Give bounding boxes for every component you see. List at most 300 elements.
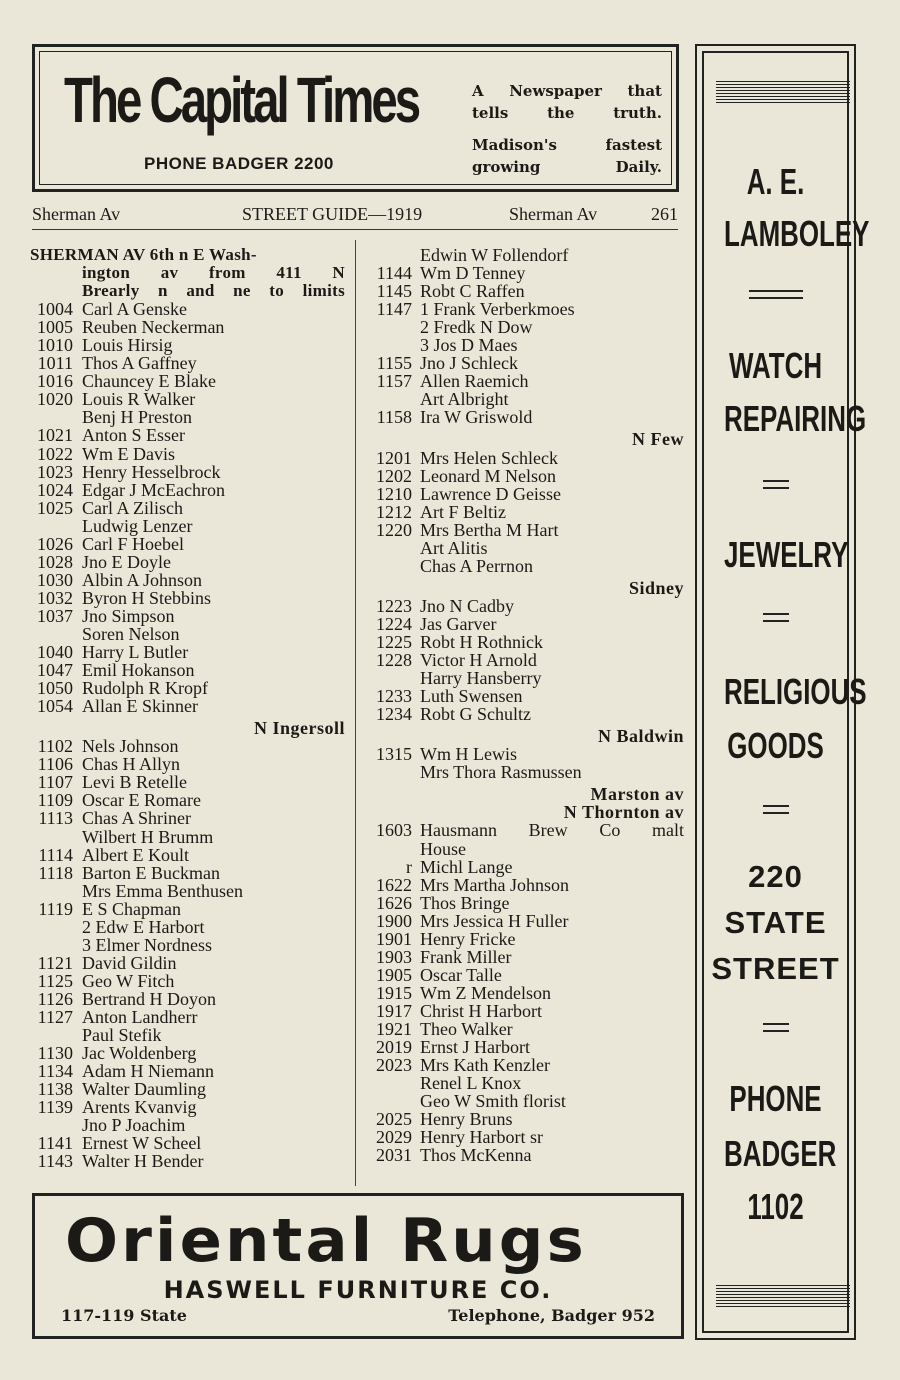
ad-service-goods: GOODS (727, 725, 824, 766)
house-number: 1106 (37, 754, 73, 775)
directory-entry (368, 521, 684, 539)
resident-name: Louis Hirsig (82, 335, 173, 356)
resident-name: Allan E Skinner (82, 696, 198, 717)
resident-name: Wm E Davis (82, 443, 175, 464)
running-head (32, 204, 678, 230)
house-number: 1147 (376, 299, 412, 320)
resident-name: Thos Bringe (420, 892, 510, 913)
directory-entry (30, 300, 345, 318)
directory-entry (30, 1026, 345, 1044)
resident-name: Henry Bruns (420, 1109, 513, 1130)
house-number: 1917 (376, 1000, 412, 1021)
capital-times-slogan (472, 80, 662, 178)
house-number: 1144 (376, 263, 412, 284)
resident-name: Edwin W Follendorf (420, 245, 569, 265)
house-number: 1157 (376, 371, 412, 392)
resident-name: Theo Walker (420, 1018, 513, 1039)
running-head-right: Sherman Av (509, 204, 598, 224)
directory-entry (30, 755, 345, 773)
directory-entry (30, 809, 345, 827)
directory-entry (368, 930, 684, 948)
directory-entry (30, 864, 345, 882)
resident-name: Ernest W Scheel (82, 1133, 202, 1154)
directory-entry (368, 597, 684, 615)
directory-entry (368, 1146, 684, 1164)
house-number: 1107 (37, 772, 73, 793)
directory-entry (368, 485, 684, 503)
directory-entry (30, 697, 345, 715)
directory-entry (368, 821, 684, 839)
street-header-line: Brearly n and ne to limits (82, 281, 345, 301)
resident-name: Byron H Stebbins (82, 587, 212, 608)
house-number: 1155 (376, 353, 412, 374)
house-number: 1030 (37, 569, 73, 590)
resident-name: Art F Beltiz (420, 501, 506, 522)
directory-entry (30, 918, 345, 936)
divider (763, 805, 789, 814)
resident-name: Chas A Shriner (82, 808, 192, 829)
resident-name: 2 Edw E Harbort (82, 916, 205, 937)
house-number: 1202 (376, 465, 412, 486)
directory-entry (30, 1062, 345, 1080)
directory-entry (368, 282, 684, 300)
oriental-rugs-title: Oriental Rugs (65, 1206, 587, 1276)
directory-entry (30, 679, 345, 697)
resident-name: Emil Hokanson (82, 660, 195, 681)
house-number: 1626 (376, 892, 412, 913)
resident-name: Paul Stefik (82, 1025, 162, 1046)
cross-street-heading: N Thornton av (563, 802, 684, 823)
directory-entry (30, 372, 345, 390)
resident-name: Jac Woldenberg (82, 1043, 197, 1064)
slogan-line: A Newspaper that (472, 82, 662, 100)
resident-name: Bertrand H Doyon (82, 988, 216, 1009)
directory-entry (30, 1008, 345, 1026)
resident-name: Jno P Joachim (82, 1115, 186, 1136)
cross-street-heading: N Ingersoll (254, 718, 345, 739)
house-number: 1119 (38, 898, 73, 919)
directory-entry (368, 763, 684, 781)
house-number: 1921 (376, 1018, 412, 1039)
ad-address-street: STREET (711, 951, 840, 986)
directory-entry (368, 912, 684, 930)
directory-entry (30, 481, 345, 499)
house-number: 1118 (38, 862, 73, 883)
house-number: 2029 (376, 1127, 412, 1148)
lamboley-ad (695, 44, 870, 1340)
ad-phone-label: PHONE (729, 1078, 822, 1119)
resident-name: Levi B Retelle (82, 772, 187, 793)
resident-name: E S Chapman (82, 898, 181, 919)
house-number: 1603 (376, 820, 412, 841)
directory-entry (30, 1152, 345, 1170)
house-number: 1903 (376, 946, 412, 967)
resident-name: Carl F Hoebel (82, 533, 184, 554)
resident-name: Mrs Helen Schleck (420, 447, 558, 468)
resident-name: Anton S Esser (82, 425, 185, 446)
directory-entry (30, 571, 345, 589)
resident-name: Robt H Rothnick (420, 631, 544, 652)
directory-entry (368, 745, 684, 763)
resident-name: Walter H Bender (82, 1151, 204, 1172)
directory-entry (368, 449, 684, 467)
directory-entry (368, 984, 684, 1002)
ad-service-watch: WATCH (728, 345, 823, 386)
directory-entry (368, 894, 684, 912)
street-header-line: ington av from 411 N (82, 263, 345, 283)
ad-service-repairing: REPAIRING (724, 398, 867, 439)
house-number: 2019 (376, 1037, 412, 1058)
house-number: 1622 (376, 874, 412, 895)
resident-name: Wm Z Mendelson (420, 982, 551, 1003)
directory-entry (368, 354, 684, 372)
capital-times-ad (32, 44, 679, 192)
resident-name: Wm D Tenney (420, 263, 526, 284)
directory-entry (368, 372, 684, 390)
resident-name: Victor H Arnold (420, 650, 537, 671)
house-number: 1225 (376, 631, 412, 652)
cross-street-heading: Sidney (628, 577, 684, 598)
directory-entry (368, 669, 684, 687)
directory-entry (368, 246, 684, 264)
haswell-ad (32, 1193, 684, 1339)
resident-name: Louis R Walker (82, 389, 196, 410)
haswell-address: 117-119 State (61, 1306, 187, 1325)
directory-entry (30, 589, 345, 607)
resident-name: Frank Miller (420, 946, 512, 967)
directory-entry (30, 972, 345, 990)
directory-entry (368, 966, 684, 984)
house-number: 1037 (37, 605, 73, 626)
resident-name: Hausmann Brew Co malt (420, 820, 684, 841)
house-number: 1234 (376, 704, 412, 725)
directory-entry (368, 1038, 684, 1056)
resident-name: Arents Kvanvig (82, 1097, 197, 1118)
resident-name: Chas A Perrnon (420, 555, 534, 576)
divider (763, 1023, 789, 1032)
house-number: 1004 (37, 299, 73, 320)
house-number: 1121 (37, 952, 73, 973)
house-number: 1125 (37, 970, 73, 991)
house-number: 1901 (376, 928, 412, 949)
house-number: 1158 (376, 407, 412, 428)
resident-name: Benj H Preston (82, 407, 192, 428)
directory-entry (368, 336, 684, 354)
directory-entry (30, 737, 345, 755)
directory-entry (368, 1110, 684, 1128)
house-number: 1212 (376, 501, 412, 522)
house-number: 1032 (37, 587, 73, 608)
house-number: 1905 (376, 964, 412, 985)
directory-entry (30, 426, 345, 444)
resident-name: Albin A Johnson (82, 569, 203, 590)
street-header-line: SHERMAN AV 6th n E Wash- (30, 245, 257, 264)
house-number: 1028 (37, 551, 73, 572)
directory-entry (30, 463, 345, 481)
house-number: 1040 (37, 642, 73, 663)
resident-name: Mrs Jessica H Fuller (420, 910, 569, 931)
house-number: 1016 (37, 371, 73, 392)
resident-name: Reuben Neckerman (82, 317, 225, 338)
directory-entry (30, 846, 345, 864)
house-number: 1114 (38, 844, 73, 865)
divider (749, 290, 803, 299)
resident-name: Luth Swensen (420, 686, 523, 707)
house-number: 1102 (37, 736, 73, 757)
directory-entry (368, 318, 684, 336)
directory-entry (30, 900, 345, 918)
house-number: 1024 (37, 479, 73, 500)
haswell-telephone: Telephone, Badger 952 (448, 1306, 655, 1325)
resident-name: Rudolph R Kropf (82, 678, 208, 699)
directory-entry (368, 390, 684, 408)
house-number: 1050 (37, 678, 73, 699)
resident-name: Barton E Buckman (82, 862, 220, 883)
house-number: 1130 (37, 1043, 73, 1064)
left-column (30, 246, 345, 1170)
directory-entry (368, 651, 684, 669)
page-number: 261 (651, 204, 678, 224)
resident-name: Anton Landherr (82, 1006, 198, 1027)
directory-entry (368, 1056, 684, 1074)
house-number: 1011 (37, 353, 73, 374)
directory-entry (30, 1134, 345, 1152)
house-number: 1145 (376, 281, 412, 302)
resident-name: Edgar J McEachron (82, 479, 225, 500)
directory-entry (368, 503, 684, 521)
house-number: 1915 (376, 982, 412, 1003)
directory-entry (30, 1044, 345, 1062)
house-number: 1054 (37, 696, 73, 717)
directory-entry (30, 1098, 345, 1116)
house-number: 1224 (376, 613, 412, 634)
house-number: 1139 (37, 1097, 73, 1118)
house-number: 1005 (37, 317, 73, 338)
house-number: 1315 (376, 744, 412, 765)
directory-entry (368, 300, 684, 318)
directory-entry (368, 1002, 684, 1020)
house-number: 1026 (37, 533, 73, 554)
house-number: 1047 (37, 660, 73, 681)
resident-name: Wilbert H Brumm (82, 826, 214, 847)
directory-entry (368, 1092, 684, 1110)
directory-entry (30, 318, 345, 336)
resident-name: Mrs Bertha M Hart (420, 519, 559, 540)
directory-entry (368, 1074, 684, 1092)
directory-entry (30, 499, 345, 517)
resident-name: Mrs Thora Rasmussen (420, 762, 582, 783)
directory-entry (30, 936, 345, 954)
directory-entry (368, 539, 684, 557)
house-number: 1109 (37, 790, 73, 811)
directory-entry (368, 557, 684, 575)
resident-name: Wm H Lewis (420, 744, 517, 765)
capital-times-ad-frame (39, 51, 672, 185)
cross-street-heading: Marston av (590, 784, 684, 805)
directory-entry (368, 948, 684, 966)
house-number: 2031 (376, 1145, 412, 1166)
resident-name: 3 Elmer Nordness (82, 934, 212, 955)
ad-name-initials: A. E. (746, 161, 805, 202)
directory-entry (30, 882, 345, 900)
haswell-company: HASWELL FURNITURE CO. (163, 1276, 553, 1304)
resident-name: Carl A Zilisch (82, 497, 183, 518)
resident-name: Adam H Niemann (82, 1061, 214, 1082)
house-number: 1134 (37, 1061, 73, 1082)
directory-entry (368, 1020, 684, 1038)
house-number: 1201 (376, 447, 412, 468)
directory-entry (30, 1116, 345, 1134)
resident-name: 1 Frank Verberkmoes (420, 299, 575, 320)
resident-name: Thos A Gaffney (82, 353, 197, 374)
slogan-line: tells the truth. (472, 104, 662, 122)
resident-name: Henry Fricke (420, 928, 516, 949)
house-number: 1021 (37, 425, 73, 446)
house-number: 1113 (38, 808, 73, 829)
ad-address-state: STATE (724, 905, 827, 940)
directory-entry (368, 840, 684, 858)
house-number: 1126 (37, 988, 73, 1009)
resident-name: Oscar E Romare (82, 790, 201, 811)
house-number: 2023 (376, 1055, 412, 1076)
resident-name: Leonard M Nelson (420, 465, 556, 486)
resident-name: 3 Jos D Maes (420, 335, 518, 356)
directory-entry (368, 705, 684, 723)
resident-name: Thos McKenna (420, 1145, 532, 1166)
hatch-rule (716, 1285, 850, 1307)
resident-name: Jno E Doyle (82, 551, 171, 572)
divider (763, 480, 789, 489)
resident-name: Renel L Knox (420, 1073, 522, 1094)
directory-entry (30, 643, 345, 661)
directory-entry (368, 687, 684, 705)
resident-name: Jno Simpson (82, 605, 175, 626)
directory-entry (368, 876, 684, 894)
slogan-line: growing Daily. (472, 158, 662, 176)
directory-entry (30, 773, 345, 791)
resident-name: Walter Daumling (82, 1079, 207, 1100)
directory-entry (368, 408, 684, 426)
house-number: 1138 (37, 1079, 73, 1100)
resident-name: Carl A Genske (82, 299, 187, 320)
resident-name: Henry Hesselbrock (82, 461, 221, 482)
house-number: r (406, 856, 412, 877)
resident-name: Chauncey E Blake (82, 371, 216, 392)
resident-name: Christ H Harbort (420, 1000, 542, 1021)
resident-name: Art Alitis (420, 537, 488, 558)
directory-entry (30, 625, 345, 643)
resident-name: Geo W Fitch (82, 970, 175, 991)
resident-name: House (420, 838, 466, 859)
resident-name: Mrs Emma Benthusen (82, 880, 243, 901)
directory-entry (368, 858, 684, 876)
ad-service-jewelry: JEWELRY (724, 534, 849, 575)
resident-name: Lawrence D Geisse (420, 483, 561, 504)
resident-name: Ernst J Harbort (420, 1037, 530, 1058)
resident-name: Harry Hansberry (420, 668, 542, 689)
directory-entry (368, 1128, 684, 1146)
resident-name: Oscar Talle (420, 964, 502, 985)
directory-entry (30, 336, 345, 354)
resident-name: Jas Garver (420, 613, 497, 634)
column-rule (355, 240, 356, 1186)
house-number: 1023 (37, 461, 73, 482)
resident-name: Chas H Allyn (82, 754, 181, 775)
house-number: 1010 (37, 335, 73, 356)
resident-name: Ludwig Lenzer (82, 515, 193, 536)
cross-street-heading: N Baldwin (597, 726, 684, 747)
house-number: 1220 (376, 519, 412, 540)
resident-name: Mrs Martha Johnson (420, 874, 569, 895)
house-number: 1143 (37, 1151, 73, 1172)
resident-name: Michl Lange (420, 856, 513, 877)
capital-times-title: The Capital Times (64, 64, 419, 136)
ad-name-surname: LAMBOLEY (724, 213, 870, 254)
resident-name: Albert E Koult (82, 844, 189, 865)
house-number: 1022 (37, 443, 73, 464)
directory-entry (368, 467, 684, 485)
resident-name: David Gildin (82, 952, 177, 973)
house-number: 1210 (376, 483, 412, 504)
directory-entry (30, 517, 345, 535)
divider (763, 613, 789, 622)
slogan-line: Madison's fastest (472, 136, 662, 154)
house-number: 1223 (376, 595, 412, 616)
directory-entry (30, 607, 345, 625)
running-head-center: STREET GUIDE—1919 (242, 204, 423, 224)
directory-entry (30, 390, 345, 408)
directory-entry (30, 1080, 345, 1098)
directory-entry (30, 408, 345, 426)
directory-entry (30, 954, 345, 972)
ad-phone-exchange: BADGER (724, 1133, 837, 1174)
directory-entry (368, 264, 684, 282)
house-number: 1141 (37, 1133, 73, 1154)
resident-name: Robt C Raffen (420, 281, 525, 302)
house-number: 1900 (376, 910, 412, 931)
house-number: 1233 (376, 686, 412, 707)
directory-entry (368, 615, 684, 633)
directory-entry (30, 535, 345, 553)
resident-name: Soren Nelson (82, 623, 180, 644)
house-number: 2025 (376, 1109, 412, 1130)
house-number: 1228 (376, 650, 412, 671)
directory-entry (30, 990, 345, 1008)
resident-name: Nels Johnson (82, 736, 179, 757)
house-number: 1025 (37, 497, 73, 518)
cross-street-heading: N Few (632, 429, 684, 450)
resident-name: Henry Harbort sr (420, 1127, 543, 1148)
right-column (368, 246, 684, 1164)
house-number: 1020 (37, 389, 73, 410)
resident-name: Jno N Cadby (420, 595, 514, 616)
resident-name: Harry L Butler (82, 642, 189, 663)
capital-times-phone: PHONE BADGER 2200 (144, 154, 334, 173)
running-head-left: Sherman Av (32, 204, 121, 224)
ad-phone-number: 1102 (747, 1186, 804, 1227)
resident-name: Jno J Schleck (420, 353, 518, 374)
directory-entry (368, 633, 684, 651)
house-number: 1127 (37, 1006, 73, 1027)
directory-entry (30, 553, 345, 571)
directory-entry (30, 828, 345, 846)
ad-service-religious: RELIGIOUS (724, 671, 867, 712)
resident-name: Art Albright (420, 389, 509, 410)
directory-entry (30, 661, 345, 679)
directory-entry (30, 354, 345, 372)
resident-name: Ira W Griswold (420, 407, 533, 428)
resident-name: Geo W Smith florist (420, 1091, 566, 1112)
